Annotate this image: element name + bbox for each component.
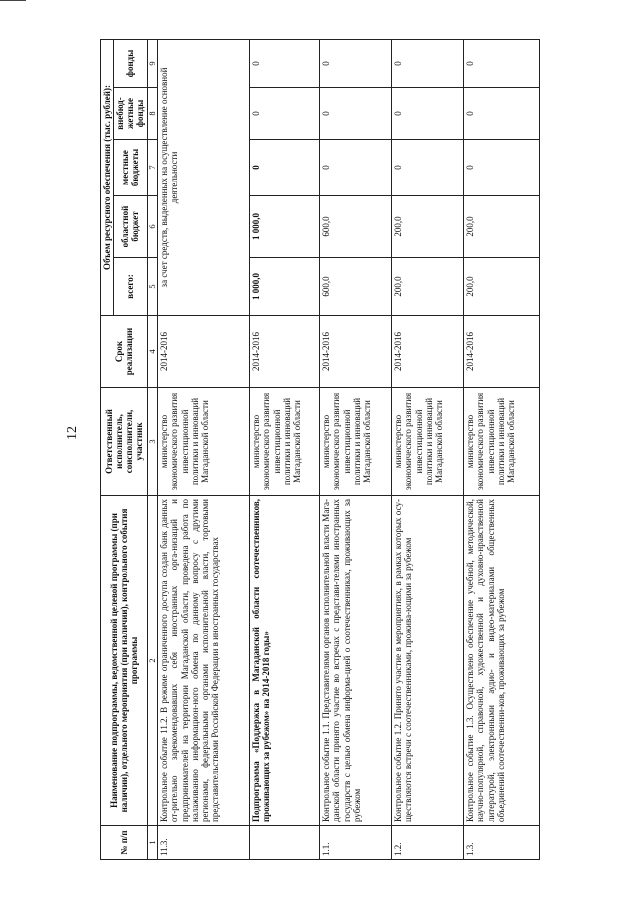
- header-responsible: Ответственный исполнитель, соисполнители, участник: [101, 388, 148, 496]
- row-responsible: министерство экономического развития инвестиционной политики и инноваций Магаданской области: [250, 388, 320, 496]
- column-number-row: [147, 39, 158, 859]
- row-total: 1 000,0: [250, 258, 320, 316]
- table-row: [392, 39, 464, 859]
- row-regional: 600,0: [320, 196, 392, 258]
- header-regional: областной бюджет: [114, 196, 147, 258]
- row-name: Контрольное событие 1.3. Осуществлено обеспечение учебной, методической, научно-популярной, справочной, художественной и духовно-нравственной литературой, электронными аудио- и видео-материалами общественных объединений соотечественни-ков, проживающих за рубежом: [464, 496, 540, 826]
- row-num: 11.3.: [158, 826, 250, 860]
- rotated-table-wrapper: [100, 40, 580, 860]
- row-funds: 0: [320, 39, 392, 87]
- row-regional: 200,0: [464, 196, 540, 258]
- row-name: Контрольное событие 11.2. В режиме ограниченного доступа создан банк данных от-рительно зарекомендовавших себя иностранных орга-низаций и предпринимателей на территории Магаданской области, проведена работа по налаживанию информацион-ного обмена по данному вопросу с другими регионами, федеральными органами исполнительной власти, торговыми представительствами Российской Федерации в иностранных государствах: [158, 496, 250, 826]
- row-responsible: министерство экономического развития инвестиционной политики и инноваций Магаданской области: [392, 388, 464, 496]
- row-funds: 0: [464, 39, 540, 87]
- row-regional: 1 000,0: [250, 196, 320, 258]
- row-local: 0: [320, 140, 392, 196]
- col-number: 9: [147, 39, 158, 87]
- header-term: Срок реализации: [101, 316, 148, 388]
- row-funds: 0: [250, 39, 320, 87]
- col-number: 3: [147, 388, 158, 496]
- row-name: Контрольное событие 1.2. Принято участие в мероприятиях, в рамках которых осу-ществляются встречи с соотечественниками, прожива-ющими за рубежом: [392, 496, 464, 826]
- row-total: 600,0: [320, 258, 392, 316]
- row-total: 200,0: [392, 258, 464, 316]
- header-funds: фонды: [114, 39, 147, 87]
- row-funding-note: за счет средств, выделенных на осуществление основной деятельности: [158, 39, 250, 315]
- row-total: 200,0: [464, 258, 540, 316]
- row-num: 1.2.: [392, 826, 464, 860]
- header-name: Наименование подпрограммы, ведомственной целевой программы (при наличии), отдельного мероприятия (при наличии), контрольного события программы: [101, 496, 148, 826]
- top-rule: [0, 0, 26, 1]
- row-regional: 200,0: [392, 196, 464, 258]
- row-offbudget: 0: [464, 88, 540, 140]
- table-row: [250, 39, 320, 859]
- row-term: 2014-2016: [320, 316, 392, 388]
- row-term: 2014-2016: [464, 316, 540, 388]
- header-total: всего:: [114, 258, 147, 316]
- row-responsible: министерство экономического развития инвестиционной политики и инноваций Магаданской области: [158, 388, 250, 496]
- row-responsible: министерство экономического развития инвестиционной политики и инноваций Магаданской области: [464, 388, 540, 496]
- header-offbudget: внебюд-жетные фонды: [114, 88, 147, 140]
- header-num: № п/п: [101, 826, 148, 860]
- table-row: [320, 39, 392, 859]
- row-name: Контрольное событие 1.1. Представителями органов исполнительной власти Мага-данской области принято участие во встречах с представи-телями иностранных государств с целью обмена информа-цией о соотечественниках, проживающих за рубежом: [320, 496, 392, 826]
- row-offbudget: 0: [392, 88, 464, 140]
- row-local: 0: [464, 140, 540, 196]
- row-term: 2014-2016: [158, 316, 250, 388]
- row-local: 0: [250, 140, 320, 196]
- col-number: 5: [147, 258, 158, 316]
- header-funding-group: Объем ресурсного обеспечения (тыс. рублей):: [101, 39, 114, 315]
- col-number: 8: [147, 88, 158, 140]
- table-row: [158, 39, 250, 859]
- page-number: 12: [65, 426, 80, 440]
- row-num: 1.1.: [320, 826, 392, 860]
- row-num: 1.3.: [464, 826, 540, 860]
- col-number: 2: [147, 496, 158, 826]
- col-number: 4: [147, 316, 158, 388]
- row-term: 2014-2016: [250, 316, 320, 388]
- row-local: 0: [392, 140, 464, 196]
- header-row-1: [101, 39, 114, 859]
- col-number: 1: [147, 826, 158, 860]
- row-offbudget: 0: [250, 88, 320, 140]
- resource-table: [100, 39, 540, 860]
- row-offbudget: 0: [320, 88, 392, 140]
- table-row: [464, 39, 540, 859]
- col-number: 6: [147, 196, 158, 258]
- header-local: местные бюджеты: [114, 140, 147, 196]
- row-funds: 0: [392, 39, 464, 87]
- row-name: Подпрограмма «Поддержка в Магаданской области соотечественников, проживающих за рубежом» на 2014-2018 годы»: [250, 496, 320, 826]
- row-num: [250, 826, 320, 860]
- col-number: 7: [147, 140, 158, 196]
- row-term: 2014-2016: [392, 316, 464, 388]
- row-responsible: министерство экономического развития инвестиционной политики и инноваций Магаданской области: [320, 388, 392, 496]
